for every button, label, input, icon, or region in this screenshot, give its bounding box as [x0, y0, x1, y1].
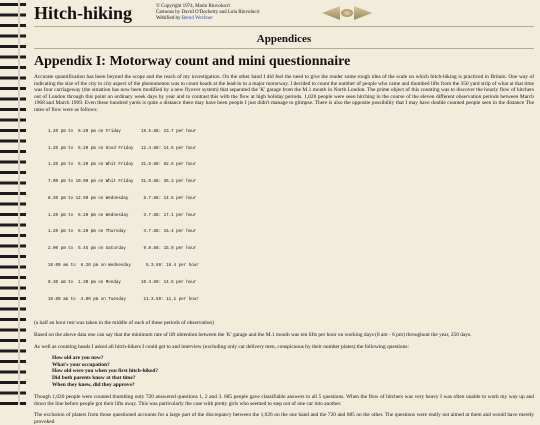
page-header	[34, 0, 534, 27]
next-page-arrow-icon[interactable]	[354, 6, 372, 20]
spiral-binding	[0, 0, 26, 405]
question-item: How old were you when you first hitch-hiked?	[52, 368, 159, 375]
question-item: When they knew, did they approve?	[52, 381, 135, 388]
paragraph-5: The exclusion of platers from those questioned accounts for a large part of the discrepancy between the 1,026 on the one hand and the 720 and 685 on the other. The questions were really not aimed at them and would have merely provoked	[34, 412, 534, 425]
flow-row: 1.20 pm to 6.20 pm on Good Friday 12.4.68: 14.6 per hour	[48, 146, 197, 151]
appendix-title: Appendix I: Motorway count and mini questionnaire	[34, 54, 351, 69]
question-item: Did both parents know at that time?	[52, 374, 136, 381]
site-title[interactable]: Hitch-hiking	[34, 3, 133, 23]
flow-row: 8.20 pm to 12.50 pm on Wednesday 5.7.68: 14.5 per hour	[48, 196, 197, 201]
flow-row: 1.20 pm to 6.20 pm on Wednesday 3.7.68: 17.1 per hour	[48, 213, 197, 218]
paragraph-3: As well as counting heads I asked all hitch-hikers I could get to and interview (excluding only car delivery men, conspicuous by their number plates) the following questions:	[34, 343, 409, 350]
credits	[156, 4, 260, 22]
question-item: What's your occupation?	[52, 361, 110, 368]
page-content	[34, 0, 534, 425]
flow-row: 1.20 pm to 6.20 pm on Friday 19.5.68: 23.7 per hour	[48, 129, 197, 134]
paragraph-4: Though 1,020 people were counted thumbing only 720 answered questions 1, 2 and 3. 685 people gave classifiable answers to all 5 questions. When the flow of hitchers was very heavy I was often unable to work my way up and down the line before people got their lifts away. This was particularly the case with pretty girls who seemed to step out of one car into another.	[34, 394, 534, 407]
previous-page-arrow-icon[interactable]	[322, 6, 340, 20]
question-item: How old are you now?	[52, 355, 104, 362]
credits-line1: © Copyright 1974, Mario Rinvolucri	[156, 4, 230, 9]
credits-line3	[156, 16, 260, 22]
question-list	[52, 355, 534, 388]
credits-webified-prefix: Webified by	[156, 16, 181, 21]
credits-line2: Cartoons by David O'Docherty and Lola Rinvolucri	[156, 10, 260, 15]
flow-row: 10.00 am to 6.20 pm on Wednesday 5.3.69: 16.4 per hour	[48, 264, 199, 268]
paragraph-2: Based on the above data one can say that the minimum rate of lift obtention between the 'K' garage and the M.1 mouth was ten lifts per hour on working days (8 am - 6 pm) throughout the year, 250 days.	[34, 331, 472, 338]
contents-home-icon[interactable]	[341, 9, 353, 17]
flow-row: 2.00 pm to 5.45 pm on Saturday 9.8.68: 15.0 per hour	[48, 247, 197, 252]
flow-row: 7.00 pm to 10.00 pm on Whit Friday 31.5.68: 35.3 per hour	[48, 180, 197, 185]
intro-paragraph: Accurate quantification has been beyond the scope and the reach of my investigation. On the other hand I did feel the need to give the reader some rough idea of the scale on which hitch-hiking is practiced in Britain. One way of indicating the size of the city to city aspect of the phenomenon was to count heads at the lead-in to a major motorway. I decided to count the number of people who came and thumbed lifts from the 350 yard strip of what at that time was four carriageway (the situation has now been modified by a new flyover system) that separated the 'K' garage from the M.1 mouth in North London. The prime object of this counting was to discover the hourly flow of hitchers out of London through this point on ordinary week days by year and to contrast this with the flow at high holiday periods. 1,026 people were seen hitching in the course of the eleven different observation periods between March 1968 and March 1969. Even these hundred yards is quite a distance there may have been people I just didn't manage to glimpse. There is also the opposite possibility that I may have double counted people seen in the distance The rates of flow were as follows:	[34, 74, 534, 113]
flow-row: 1.20 pm to 6.20 pm on Thursday 4.7.68: 16.4 per hour	[48, 230, 197, 235]
page-navigation	[322, 6, 372, 20]
flow-row: 1.20 pm to 6.20 pm on Whit Friday 31.5.68: 62.6 per hour	[48, 163, 197, 168]
table-note: (a half an hour rest was taken in the middle of each of these periods of observation)	[34, 320, 214, 327]
flow-row: 10.00 am to 4.00 pm on Tuesday 11.3.69: 11.1 per hour	[48, 297, 199, 302]
webified-by-link[interactable]: Bernd Wechner	[181, 16, 213, 21]
flow-rate-table	[48, 119, 534, 315]
section-title: Appendices	[34, 33, 534, 49]
flow-row: 9.30 am to 1.30 pm on Monday 10.3.69: 14.5 per hour	[48, 280, 197, 285]
